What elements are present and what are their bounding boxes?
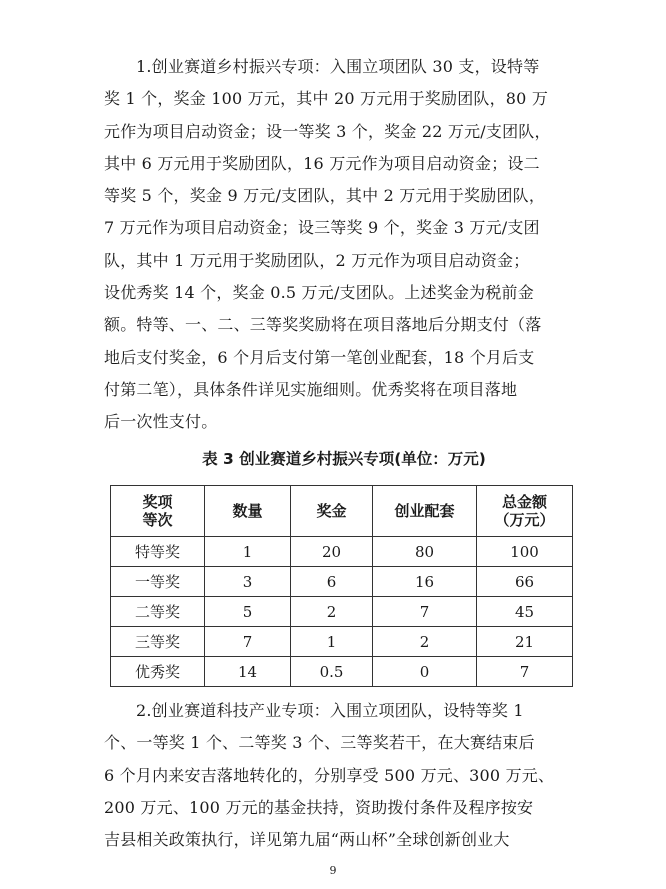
header-startup-support: 创业配套 xyxy=(373,486,477,537)
cell-award: 一等奖 xyxy=(111,567,205,597)
header-prize-money: 奖金 xyxy=(291,486,373,537)
cell-quantity: 7 xyxy=(205,627,291,657)
paragraph-line: 奖 1 个，奖金 100 万元，其中 20 万元用于奖励团队，80 万 xyxy=(104,89,549,109)
cell-prize: 6 xyxy=(291,567,373,597)
cell-total: 66 xyxy=(477,567,573,597)
cell-prize: 20 xyxy=(291,537,373,567)
cell-total: 45 xyxy=(477,597,573,627)
paragraph-line: 额。特等、一、二、三等奖奖励将在项目落地后分期支付（落 xyxy=(104,315,542,335)
paragraph-line: 元作为项目启动资金；设一等奖 3 个，奖金 22 万元/支团队， xyxy=(104,121,551,141)
table-row xyxy=(111,537,573,567)
cell-award: 特等奖 xyxy=(111,537,205,567)
cell-support: 80 xyxy=(373,537,477,567)
cell-quantity: 5 xyxy=(205,597,291,627)
paragraph-line: 等奖 5 个，奖金 9 万元/支团队，其中 2 万元用于奖励团队， xyxy=(104,186,546,206)
paragraph-line: 6 个月内来安吉落地转化的，分别享受 500 万元、300 万元、 xyxy=(104,765,555,785)
prize-table xyxy=(110,485,573,687)
paragraph-line: 地后支付奖金，6 个月后支付第一笔创业配套，18 个月后支 xyxy=(104,347,535,367)
cell-total: 21 xyxy=(477,627,573,657)
paragraph-line: 200 万元、100 万元的基金扶持，资助拨付条件及程序按安 xyxy=(104,797,534,817)
cell-award: 优秀奖 xyxy=(111,657,205,687)
header-total-amount: 总金额 （万元） xyxy=(477,486,573,537)
paragraph-line: 其中 6 万元用于奖励团队，16 万元作为项目启动资金；设二 xyxy=(104,153,540,173)
table-caption: 表 3 创业赛道乡村振兴专项(单位：万元) xyxy=(202,450,486,468)
header-award-level: 奖项 等次 xyxy=(111,486,205,537)
table-row xyxy=(111,597,573,627)
cell-prize: 0.5 xyxy=(291,657,373,687)
cell-award: 三等奖 xyxy=(111,627,205,657)
paragraph-line: 1.创业赛道乡村振兴专项：入围立项团队 30 支，设特等 xyxy=(136,57,540,76)
paragraph-line: 吉县相关政策执行，详见第九届“两山杯”全球创新创业大 xyxy=(104,830,510,850)
page-number: 9 xyxy=(329,864,337,877)
table-row xyxy=(111,627,573,657)
paragraph-line: 2.创业赛道科技产业专项：入围立项团队，设特等奖 1 xyxy=(136,701,524,720)
cell-support: 7 xyxy=(373,597,477,627)
cell-support: 0 xyxy=(373,657,477,687)
paragraph-line: 队，其中 1 万元用于奖励团队，2 万元作为项目启动资金； xyxy=(104,250,530,270)
cell-quantity: 1 xyxy=(205,537,291,567)
paragraph-tech-industry xyxy=(104,695,584,856)
cell-quantity: 3 xyxy=(205,567,291,597)
paragraph-line: 7 万元作为项目启动资金；设三等奖 9 个，奖金 3 万元/支团 xyxy=(104,218,540,238)
cell-award: 二等奖 xyxy=(111,597,205,627)
cell-total: 100 xyxy=(477,537,573,567)
cell-prize: 1 xyxy=(291,627,373,657)
paragraph-line: 个、一等奖 1 个、二等奖 3 个、三等奖若干，在大赛结束后 xyxy=(104,733,535,753)
table-row xyxy=(111,567,573,597)
cell-quantity: 14 xyxy=(205,657,291,687)
paragraph-line: 设优秀奖 14 个，奖金 0.5 万元/支团队。上述奖金为税前金 xyxy=(104,283,534,303)
table-row xyxy=(111,657,573,687)
cell-support: 2 xyxy=(373,627,477,657)
paragraph-line: 付第二笔），具体条件详见实施细则。优秀奖将在项目落地 xyxy=(104,379,518,399)
table-header-row xyxy=(111,486,573,537)
cell-support: 16 xyxy=(373,567,477,597)
cell-total: 7 xyxy=(477,657,573,687)
paragraph-line: 后一次性支付。 xyxy=(104,412,218,432)
cell-prize: 2 xyxy=(291,597,373,627)
header-quantity: 数量 xyxy=(205,486,291,537)
paragraph-rural-revitalization xyxy=(104,51,584,439)
